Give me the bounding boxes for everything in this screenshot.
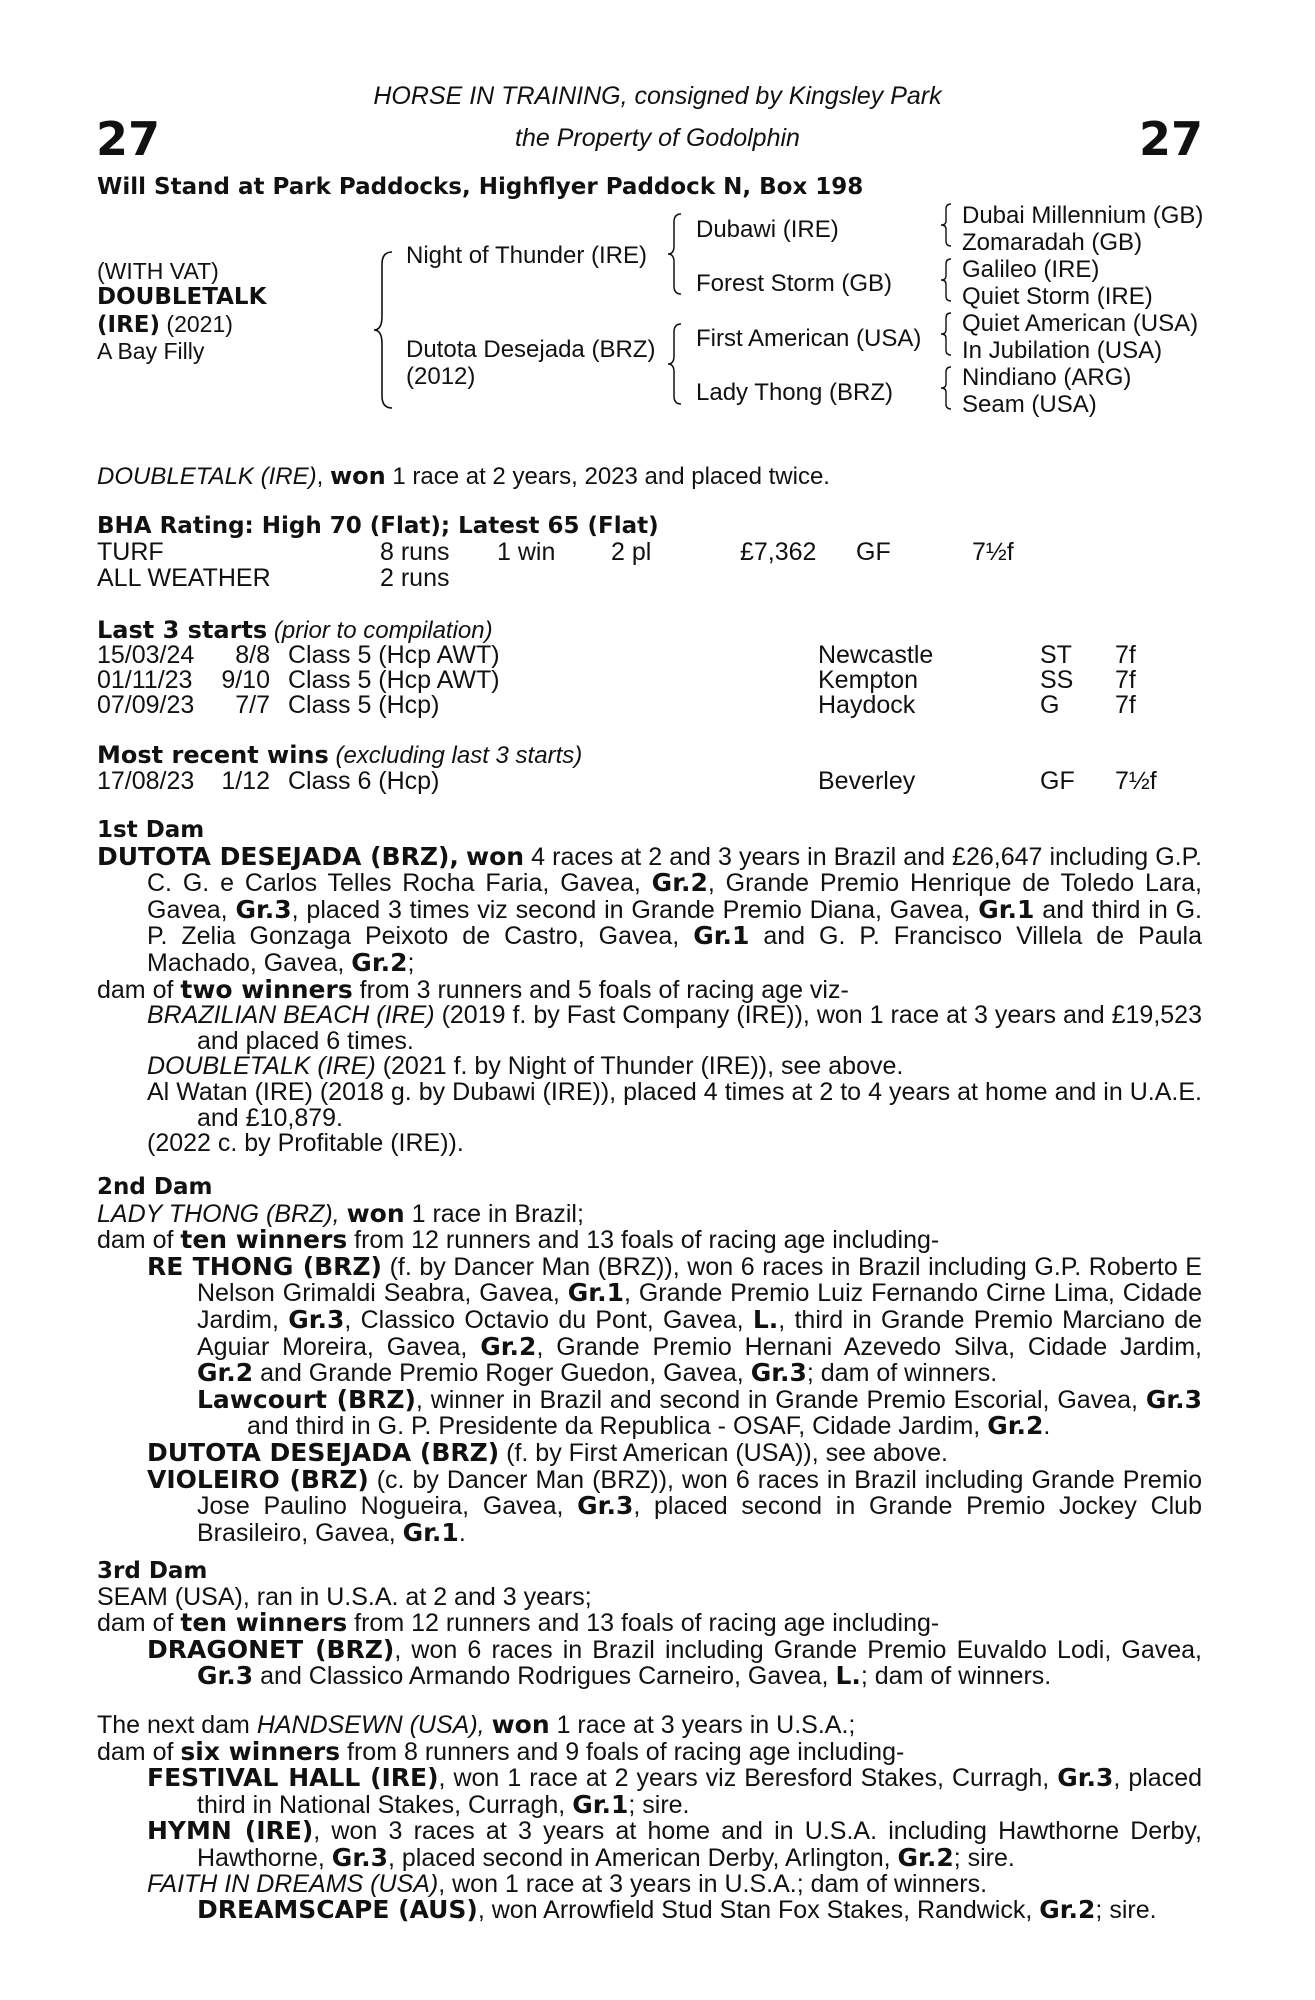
third-dam-produce-summary: dam of ten winners from 12 runners and 13 foals of racing age including-	[97, 1608, 940, 1638]
first-dam-produce-3: Al Watan (IRE) (2018 g. by Dubawi (IRE)), placed 4 times at 2 to 4 years at home and in U.A.E. and £10,879.	[147, 1077, 1202, 1132]
next-dam-produce-festival-hall: FESTIVAL HALL (IRE), won 1 race at 2 years viz Beresford Stakes, Curragh, Gr.3, placed third in National Stakes, Curragh, Gr.1; sire.	[147, 1763, 1203, 1819]
pedigree-g3-1: Dubai Millennium (GB)	[962, 202, 1204, 229]
horse-origin-year: (IRE) (2021)	[97, 311, 233, 338]
win-row-1-date: 17/08/23	[97, 767, 195, 795]
pedigree-dam-year: (2012)	[406, 363, 476, 390]
turf-going: GF	[856, 538, 891, 566]
second-dam-section	[97, 1175, 1202, 1546]
pedigree-brace-3c	[938, 311, 954, 357]
pedigree-sire-sire: Dubawi (IRE)	[696, 216, 839, 243]
next-dam-produce-dreamscape: DREAMSCAPE (AUS), won Arrowfield Stud Stan Fox Stakes, Randwick, Gr.2; sire.	[197, 1895, 1157, 1925]
aw-label: ALL WEATHER	[97, 564, 271, 592]
pedigree-brace-3a	[938, 202, 954, 248]
recent-wins-heading: Most recent wins (excluding last 3 starts)	[97, 741, 583, 769]
third-dam-record: SEAM (USA), ran in U.S.A. at 2 and 3 years;	[97, 1582, 592, 1611]
next-dam-produce-summary: dam of six winners from 8 runners and 9 foals of racing age including-	[97, 1736, 905, 1766]
third-dam-section	[97, 1559, 1202, 1690]
first-dam-record: DUTOTA DESEJADA (BRZ), won 4 races at 2 and 3 years in Brazil and £26,647 including G.P. C. G. e Carlos Telles Rocha Faria, Gavea, Gr.2, Grande Premio Henrique de Toledo Lara, Gavea, Gr.3, placed 3 times viz second in Grande Premio Diana, Gavea, Gr.1 and third in G. P. Zelia Gonzaga Peixoto de Castro, Gavea, Gr.1 and G. P. Francisco Villela de Paula Machado, Gavea, Gr.2;	[97, 841, 1203, 977]
pedigree-dam: Dutota Desejada (BRZ)	[406, 336, 656, 363]
turf-label: TURF	[97, 538, 164, 566]
pedigree-brace-3b	[938, 257, 954, 303]
start-row-2-course: Kempton	[818, 666, 919, 694]
first-dam-produce-1: BRAZILIAN BEACH (IRE) (2019 f. by Fast Company (IRE)), won 1 race at 3 years and £19,523 and placed 6 times.	[147, 1001, 1202, 1055]
start-row-3-course: Haydock	[818, 691, 916, 719]
turf-earnings: £7,362	[740, 538, 817, 566]
start-row-2-dist: 7f	[1115, 666, 1136, 694]
first-dam-section	[97, 818, 1202, 1157]
next-dam-produce-hymn: HYMN (IRE), won 3 races at 3 years at home and in U.S.A. including Hawthorne Derby, Hawthorne, Gr.3, placed second in American Derby, Arlington, Gr.2; sire.	[147, 1816, 1202, 1872]
first-dam-title: 1st Dam	[97, 817, 205, 843]
win-row-1-dist: 7½f	[1115, 767, 1157, 795]
start-row-1-going: ST	[1040, 641, 1072, 669]
turf-wins: 1 win	[497, 538, 556, 566]
second-dam-record: LADY THONG (BRZ), won 1 race in Brazil;	[97, 1198, 584, 1228]
first-dam-produce-summary: dam of two winners from 3 runners and 5 foals of racing age viz-	[97, 974, 849, 1004]
pedigree-g3-3: Galileo (IRE)	[962, 256, 1100, 283]
pedigree-g3-4: Quiet Storm (IRE)	[962, 283, 1153, 310]
pedigree-g3-8: Seam (USA)	[962, 391, 1097, 418]
consignment-line: HORSE IN TRAINING, consigned by Kingsley Park	[373, 82, 942, 110]
turf-placed: 2 pl	[611, 538, 652, 566]
second-dam-produce-summary: dam of ten winners from 12 runners and 13 foals of racing age including-	[97, 1225, 940, 1255]
next-dam-record: The next dam HANDSEWN (USA), won 1 race at 3 years in U.S.A.;	[97, 1710, 856, 1739]
second-dam-produce-lawcourt: Lawcourt (BRZ), winner in Brazil and second in Grande Premio Escorial, Gavea, Gr.3 and third in G. P. Presidente da Republica - OSAF, Cidade Jardim, Gr.2.	[197, 1384, 1202, 1441]
start-row-1-pos: 8/8	[235, 641, 270, 669]
second-dam-produce-dutota: DUTOTA DESEJADA (BRZ) (f. by First American (USA)), see above.	[147, 1437, 948, 1467]
start-row-3-pos: 7/7	[235, 691, 270, 719]
pedigree-dam-sire: First American (USA)	[696, 325, 922, 352]
start-row-3-date: 07/09/23	[97, 691, 195, 719]
lot-number-left: 27	[96, 112, 161, 166]
lot-number-right: 27	[1138, 112, 1203, 166]
start-row-2-going: SS	[1040, 666, 1074, 694]
first-dam-produce-2: DOUBLETALK (IRE) (2021 f. by Night of Thunder (IRE)), see above.	[147, 1052, 904, 1081]
pedigree-dam-dam: Lady Thong (BRZ)	[696, 379, 893, 406]
stand-location: Will Stand at Park Paddocks, Highflyer Paddock N, Box 198	[97, 174, 864, 200]
win-row-1-going: GF	[1040, 767, 1075, 795]
pedigree-brace-2a	[665, 212, 685, 296]
start-row-3-going: G	[1040, 691, 1060, 719]
second-dam-produce-re-thong: RE THONG (BRZ) (f. by Dancer Man (BRZ)), won 6 races in Brazil including G.P. Roberto E Nelson Grimaldi Seabra, Gavea, Gr.1, Grande Premio Luiz Fernando Cirne Lima, Cidade Jardim, Gr.3, Classico Octavio du Pont, Gavea, L., third in Grande Premio Marciano de Aguiar Moreira, Gavea, Gr.2, Grande Premio Hernani Azevedo Silva, Cidade Jardim, Gr.2 and Grande Premio Roger Guedon, Gavea, Gr.3; dam of winners.	[147, 1251, 1202, 1388]
next-dam-section	[97, 1712, 1202, 1924]
aw-runs: 2 runs	[380, 564, 450, 592]
pedigree-brace-2b	[665, 322, 685, 406]
pedigree-sire-dam: Forest Storm (GB)	[696, 270, 893, 297]
horse-description: A Bay Filly	[97, 338, 205, 364]
vat-note: (WITH VAT)	[97, 258, 219, 284]
start-row-1-dist: 7f	[1115, 641, 1136, 669]
pedigree-brace-1	[370, 250, 400, 410]
bha-rating-title: BHA Rating: High 70 (Flat); Latest 65 (Flat)	[97, 513, 659, 539]
property-line: the Property of Godolphin	[515, 124, 800, 152]
pedigree-g3-6: In Jubilation (USA)	[962, 337, 1163, 364]
first-dam-produce-4: (2022 c. by Profitable (IRE)).	[147, 1129, 464, 1158]
horse-name: DOUBLETALK	[97, 284, 267, 310]
start-row-3-class: Class 5 (Hcp)	[288, 691, 440, 719]
start-row-2-date: 01/11/23	[97, 666, 193, 694]
second-dam-produce-violeiro: VIOLEIRO (BRZ) (c. by Dancer Man (BRZ)), won 6 races in Brazil including Grande Premio Jose Paulino Nogueira, Gavea, Gr.3, placed second in Grande Premio Jockey Club Brasileiro, Gavea, Gr.1.	[147, 1464, 1202, 1547]
start-row-1-date: 15/03/24	[97, 641, 195, 669]
start-row-1-class: Class 5 (Hcp AWT)	[288, 641, 500, 669]
start-row-2-class: Class 5 (Hcp AWT)	[288, 666, 500, 694]
second-dam-title: 2nd Dam	[97, 1174, 213, 1200]
win-row-1-course: Beverley	[818, 767, 916, 795]
start-row-1-course: Newcastle	[818, 641, 934, 669]
turf-runs: 8 runs	[380, 538, 450, 566]
turf-distance: 7½f	[972, 538, 1014, 566]
third-dam-title: 3rd Dam	[97, 1558, 208, 1584]
third-dam-produce-dragonet: DRAGONET (BRZ), won 6 races in Brazil including Grande Premio Euvaldo Lodi, Gavea, Gr.3 and Classico Armando Rodrigues Carneiro, Gavea, L.; dam of winners.	[147, 1634, 1202, 1691]
race-summary: DOUBLETALK (IRE), won 1 race at 2 years, 2023 and placed twice.	[97, 462, 830, 490]
start-row-3-dist: 7f	[1115, 691, 1136, 719]
pedigree-g3-7: Nindiano (ARG)	[962, 364, 1132, 391]
next-dam-produce-faith-in-dreams: FAITH IN DREAMS (USA), won 1 race at 3 years in U.S.A.; dam of winners.	[147, 1869, 988, 1898]
start-row-2-pos: 9/10	[221, 666, 270, 694]
pedigree-brace-3d	[938, 365, 954, 411]
win-row-1-pos: 1/12	[221, 767, 270, 795]
pedigree-sire: Night of Thunder (IRE)	[406, 242, 647, 269]
win-row-1-class: Class 6 (Hcp)	[288, 767, 440, 795]
pedigree-g3-5: Quiet American (USA)	[962, 310, 1199, 337]
pedigree-g3-2: Zomaradah (GB)	[962, 229, 1143, 256]
last-starts-heading: Last 3 starts (prior to compilation)	[97, 616, 493, 644]
